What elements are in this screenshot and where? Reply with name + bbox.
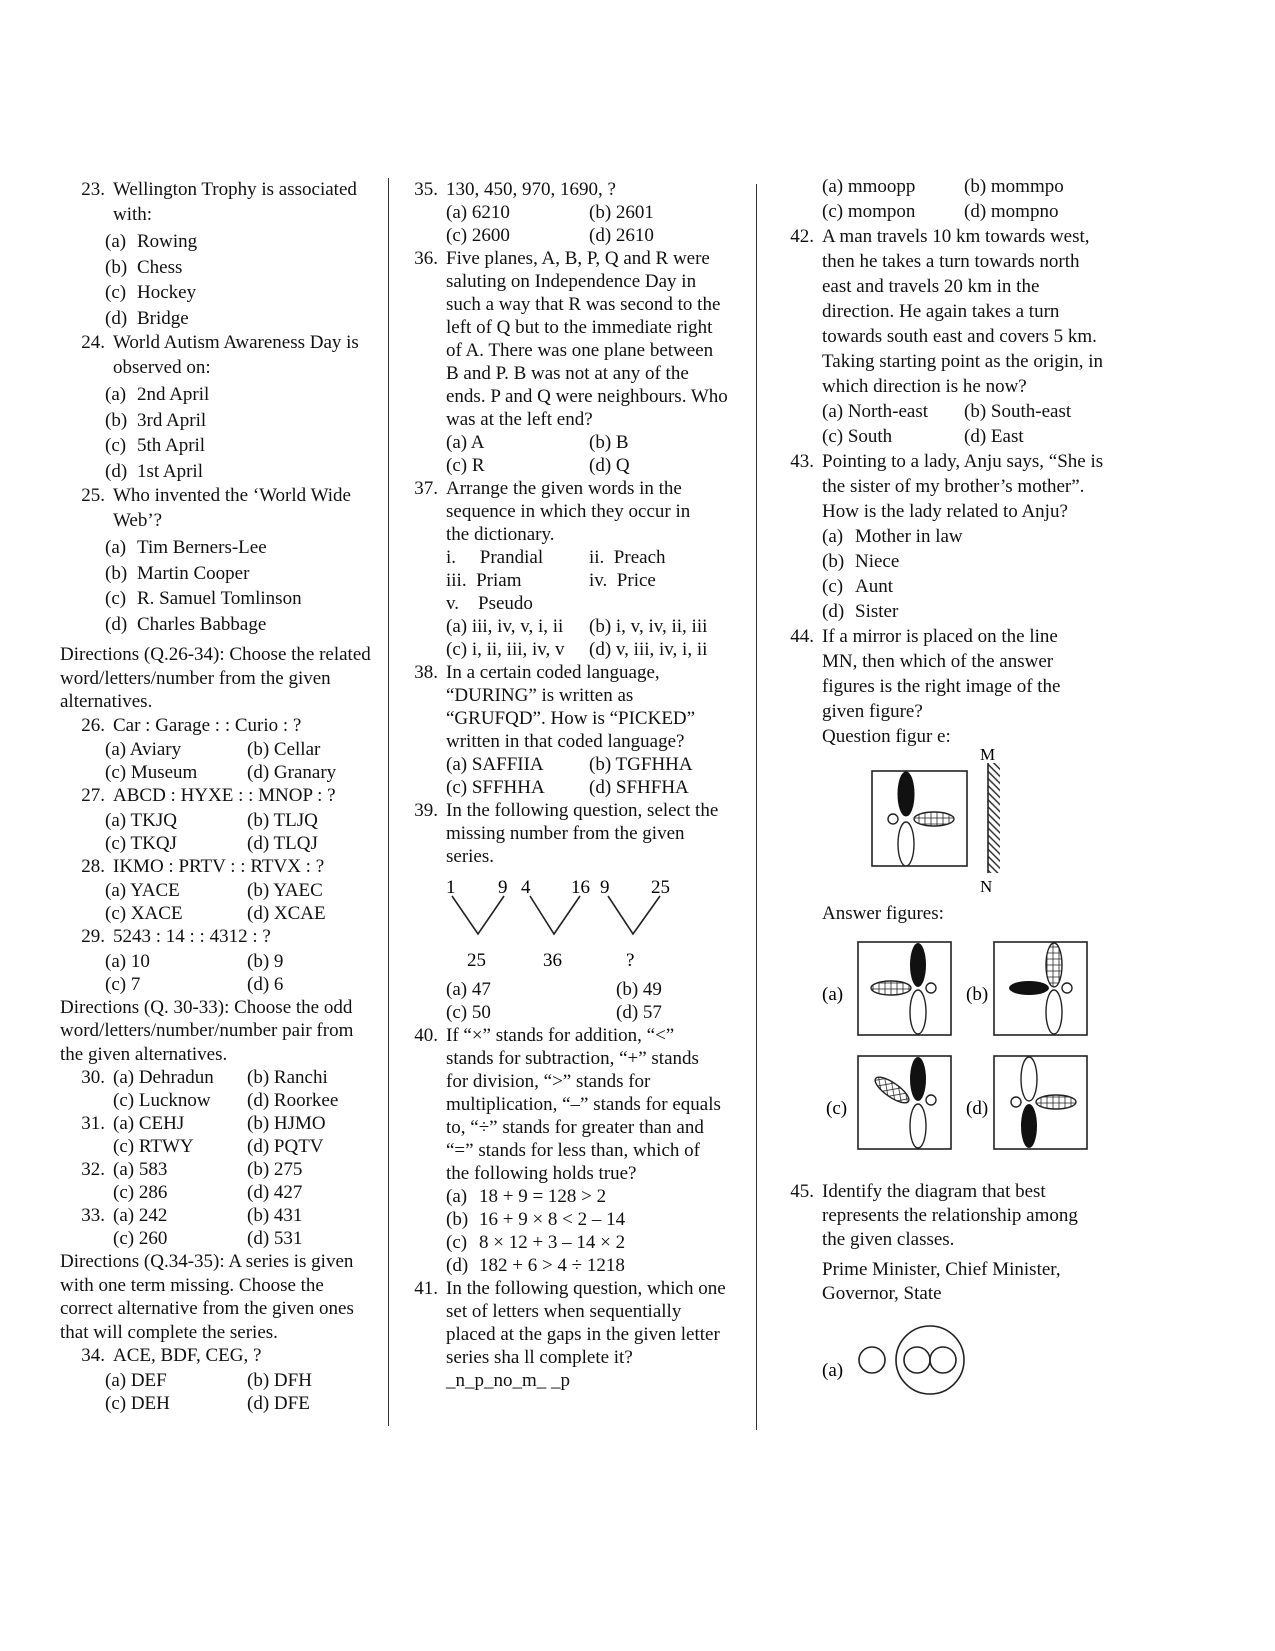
option-d: (d) DFE (247, 1392, 310, 1414)
answer-figure-d (994, 1056, 1087, 1149)
option-b: (b) 275 (247, 1159, 303, 1180)
word-i: i. Prandial (446, 547, 544, 568)
option-a: (a) 583 (113, 1159, 168, 1180)
option-b: (b) YAEC (247, 880, 323, 901)
question-number: 34. (81, 1345, 105, 1366)
option-text: Rowing (137, 231, 198, 252)
label-m: M (980, 749, 996, 764)
question-text: In a certain coded language, “DURING” is written as “GRUFQD”. How is “PICKED” written in that coded language? (446, 662, 696, 752)
circle-inner-right (930, 1347, 956, 1373)
question-text: World Autism Awareness Day is observed on: (113, 332, 359, 378)
question-number: 29. (81, 926, 105, 947)
option-b: (b) Ranchi (247, 1067, 328, 1088)
question-44 (786, 624, 1116, 1172)
answer-label-d: (d) (966, 1098, 989, 1119)
question-number: 33. (81, 1205, 105, 1226)
question-number: 32. (81, 1159, 105, 1180)
option-b: (b) TLJQ (247, 809, 318, 831)
option-b: (b) B (589, 432, 629, 453)
word-iv: iv. Price (589, 570, 656, 591)
option-d: (d) 427 (247, 1182, 303, 1203)
question-33 (60, 1204, 380, 1250)
column-2 (410, 178, 740, 1392)
option-a: (a) CEHJ (113, 1113, 185, 1134)
option-c: (c) Lucknow (113, 1090, 211, 1111)
option-a: (a) mmoopp (822, 176, 916, 197)
option-b: (b) DFH (247, 1369, 312, 1391)
option-b: (b) South-east (964, 401, 1072, 422)
question-number: 38. (414, 662, 438, 683)
option-d: (d) Granary (247, 762, 337, 783)
option-label: (c) (446, 1232, 468, 1253)
option-label: (b) (105, 256, 128, 278)
option-c: (c) R (446, 455, 485, 476)
option-text: Bridge (137, 307, 189, 329)
question-32 (60, 1158, 380, 1204)
option-c: (c) 286 (113, 1182, 168, 1203)
option-text: 18 + 9 = 128 > 2 (479, 1186, 607, 1207)
option-label: (d) (105, 613, 128, 635)
option-d: (d) mompno (964, 201, 1059, 222)
option-a: (a) 10 (105, 950, 150, 972)
question-text: Identify the diagram that best represents the relationship among the given classes. (822, 1181, 1078, 1250)
question-text: Who invented the ‘World Wide Web’? (113, 485, 351, 531)
question-37 (410, 477, 740, 661)
question-number: 41. (414, 1278, 438, 1299)
option-label: (a) (822, 526, 844, 547)
question-24 (60, 331, 380, 484)
letter-series: _n_p_no_m_ _p (446, 1370, 571, 1391)
bottom-2: 36 (543, 950, 562, 971)
directions-26-34: Directions (Q.26-34): Choose the related word/letters/number from the given alternatives. (60, 644, 371, 712)
top-4: 16 (571, 877, 590, 898)
top-2: 9 (498, 877, 508, 898)
question-43 (786, 449, 1116, 624)
option-text: Charles Babbage (137, 613, 267, 635)
white-petal (898, 822, 914, 866)
option-text: Martin Cooper (137, 562, 250, 584)
option-c: (c) 2600 (446, 225, 510, 246)
question-number: 37. (414, 478, 438, 499)
option-c: (c) SFFHHA (446, 777, 545, 798)
question-text: Pointing to a lady, Anju says, “She is the sister of my brother’s mother”. How is the lady related to Anju? (822, 451, 1104, 522)
option-label: (c) (822, 576, 844, 597)
option-d: (d) v, iii, iv, i, ii (589, 639, 708, 660)
circle-inner-left (904, 1347, 930, 1373)
option-text: R. Samuel Tomlinson (137, 588, 302, 609)
question-26 (60, 714, 380, 785)
question-31 (60, 1112, 380, 1158)
option-label: (b) (105, 409, 128, 431)
question-text: Arrange the given words in the sequence in which they occur in the dictionary. (446, 478, 691, 545)
option-d: (d) TLQJ (247, 832, 318, 854)
option-d: (d) XCAE (247, 903, 326, 924)
option-label: (b) (822, 551, 845, 572)
option-c: (c) TKQJ (105, 832, 177, 854)
option-d: (d) 2610 (589, 225, 654, 246)
top-6: 25 (651, 877, 670, 898)
answer-label-a: (a) (822, 984, 844, 1005)
option-a: (a) SAFFIIA (446, 754, 544, 775)
option-text: Aunt (855, 576, 893, 597)
option-c: (c) XACE (105, 903, 183, 924)
option-b: (b) 2601 (589, 202, 654, 223)
question-28 (60, 855, 380, 926)
question-25 (60, 484, 380, 637)
option-d: (d) PQTV (247, 1136, 324, 1157)
column-3 (786, 174, 1116, 1410)
option-d: (d) Q (589, 455, 630, 476)
option-b: (b) 9 (247, 950, 284, 972)
question-number: 28. (81, 855, 105, 877)
word-v: v. Pseudo (446, 593, 533, 614)
question-text: 130, 450, 970, 1690, ? (446, 179, 616, 200)
option-d: (d) SFHFHA (589, 777, 689, 798)
option-b: (b) 49 (616, 979, 662, 1000)
question-number: 44. (790, 626, 814, 647)
option-text: Chess (137, 256, 183, 278)
question-text: A man travels 10 km towards west, then he takes a turn towards north east and travels 20 km in the direction. He again takes a turn towards south east and covers 5 km. Taking starting point as the origin, in which direction is he now? (822, 226, 1103, 397)
option-a: (a) iii, iv, v, i, ii (446, 616, 564, 637)
word-iii: iii. Priam (446, 570, 522, 591)
question-number: 45. (790, 1181, 814, 1202)
answer-label-b: (b) (966, 984, 989, 1005)
series-figure (440, 876, 740, 976)
option-label: (a) (105, 231, 127, 252)
question-text: Wellington Trophy is associated with: (113, 179, 357, 225)
question-text: In the following question, which one set of letters when sequentially placed at the gaps in the given letter series sha ll complete it? (446, 1278, 726, 1368)
answer-label-c: (c) (826, 1098, 848, 1119)
option-label: (d) (105, 460, 128, 482)
option-d: (d) 57 (616, 1002, 662, 1023)
option-a: (a) 6210 (446, 202, 510, 223)
column-divider-1 (388, 178, 389, 1426)
option-text: 16 + 9 × 8 < 2 – 14 (479, 1209, 626, 1230)
label-n: N (980, 877, 993, 896)
option-a: (a) YACE (105, 880, 180, 901)
option-label: (d) (105, 307, 128, 329)
option-a: (a) Dehradun (113, 1067, 214, 1088)
question-34 (60, 1344, 380, 1415)
question-text: If a mirror is placed on the line MN, then which of the answer figures is the right image of the given figure? (822, 626, 1061, 722)
option-c: (c) DEH (105, 1392, 170, 1414)
question-number: 25. (81, 485, 105, 506)
question-text: ABCD : HYXE : : MNOP : ? (113, 785, 336, 806)
option-c: (c) RTWY (113, 1136, 194, 1157)
top-3: 4 (521, 877, 531, 898)
question-38 (410, 661, 740, 799)
question-text: Five planes, A, B, P, Q and R were saluting on Independence Day in such a way that R was second to the left of Q but to the immediate right of A. There was one plane between B and P. B was not at any of the ends. P and Q were neighbours. Who was at the left end? (446, 248, 728, 430)
option-a: (a) DEF (105, 1369, 167, 1391)
answer-figures-label: Answer figures: (822, 903, 944, 924)
option-label: (d) (446, 1255, 469, 1276)
option-text: 8 × 12 + 3 – 14 × 2 (479, 1232, 626, 1253)
venn-label-a: (a) (822, 1360, 844, 1381)
option-c: (c) i, ii, iii, iv, v (446, 639, 565, 660)
option-text: 2nd April (137, 384, 210, 405)
question-figure-label: Question figur e: (822, 726, 951, 747)
small-circle (888, 814, 898, 824)
option-d: (d) Roorkee (247, 1090, 339, 1111)
option-b: (b) i, v, iv, ii, iii (589, 616, 708, 637)
option-text: 1st April (137, 460, 203, 482)
bottom-1: 25 (467, 950, 486, 971)
question-text: Car : Garage : : Curio : ? (113, 714, 302, 736)
option-label: (a) (105, 537, 127, 558)
question-number: 31. (81, 1113, 105, 1134)
option-d: (d) 6 (247, 973, 284, 995)
option-d: (d) 531 (247, 1228, 303, 1249)
question-number: 35. (414, 179, 438, 200)
question-23 (60, 178, 380, 331)
option-text: 5th April (137, 435, 206, 456)
option-label: (c) (105, 282, 127, 303)
question-figure (856, 749, 1056, 899)
top-5: 9 (600, 877, 610, 898)
option-text: 3rd April (137, 409, 207, 431)
option-text: 182 + 6 > 4 ÷ 1218 (479, 1255, 625, 1276)
question-text: ACE, BDF, CEG, ? (113, 1345, 262, 1366)
option-b: (b) Cellar (247, 739, 321, 760)
question-text: If “×” stands for addition, “<” stands for subtraction, “+” stands for division, “>” stands for multiplication, “–” stands for equals to, “÷” stands for greater than and “=” stands for less than, which of the following holds true? (446, 1025, 721, 1184)
question-number: 40. (414, 1025, 438, 1046)
question-29 (60, 925, 380, 996)
circle-separate (859, 1347, 885, 1373)
option-a: (a) 47 (446, 979, 491, 1000)
option-b: (b) mommpo (964, 176, 1064, 197)
question-41-options (786, 174, 1116, 224)
question-text: In the following question, select the missing number from the given series. (446, 800, 719, 867)
bottom-3: ? (626, 950, 635, 971)
question-number: 30. (81, 1067, 105, 1088)
option-a: (a) A (446, 432, 485, 453)
venn-option-a (816, 1320, 1016, 1410)
option-a: (a) Aviary (105, 739, 182, 760)
option-label: (b) (446, 1209, 469, 1230)
option-c: (c) mompon (822, 201, 916, 222)
option-b: (b) 431 (247, 1205, 303, 1226)
option-label: (d) (822, 601, 845, 622)
question-number: 42. (790, 226, 814, 247)
option-b: (b) TGFHHA (589, 754, 693, 775)
option-text: Mother in law (855, 526, 963, 547)
option-d: (d) East (964, 426, 1024, 447)
option-b: (b) HJMO (247, 1113, 326, 1134)
option-a: (a) 242 (113, 1205, 168, 1226)
answer-figure-a (858, 942, 951, 1035)
answer-figure-b (994, 942, 1087, 1035)
answer-figure-c (858, 1056, 951, 1149)
option-label: (b) (105, 562, 128, 584)
answer-figures (816, 932, 1126, 1172)
option-a: (a) North-east (822, 401, 929, 422)
question-41 (410, 1277, 740, 1392)
directions-30-33: Directions (Q. 30-33): Choose the odd word/letters/number/number pair from the given alternatives. (60, 996, 354, 1065)
column-divider-2 (756, 184, 757, 1430)
option-label: (a) (446, 1186, 468, 1207)
question-number: 39. (414, 800, 438, 821)
option-c: (c) South (822, 426, 893, 447)
black-petal (898, 772, 914, 816)
fork-3 (608, 896, 660, 934)
mirror-hatching (988, 763, 1000, 873)
option-text: Niece (855, 551, 900, 572)
option-a: (a) TKJQ (105, 809, 177, 831)
question-40 (410, 1024, 740, 1277)
option-label: (c) (105, 435, 127, 456)
question-39 (410, 799, 740, 1024)
top-1: 1 (446, 877, 456, 898)
given-classes: Prime Minister, Chief Minister, Governor, State (822, 1259, 1061, 1304)
question-36 (410, 247, 740, 477)
question-text: 5243 : 14 : : 4312 : ? (113, 926, 271, 947)
question-35 (410, 178, 740, 247)
column-1 (60, 178, 380, 1415)
question-number: 27. (81, 785, 105, 806)
option-text: Sister (855, 601, 899, 622)
question-number: 23. (81, 179, 105, 200)
option-label: (c) (105, 588, 127, 609)
question-number: 26. (81, 714, 105, 736)
option-label: (a) (105, 384, 127, 405)
option-c: (c) 260 (113, 1228, 168, 1249)
question-number: 36. (414, 248, 438, 269)
question-30 (60, 1066, 380, 1112)
directions-34-35: Directions (Q.34-35): A series is given with one term missing. Choose the correct alternative from the given ones that will complete the series. (60, 1251, 354, 1343)
question-45 (786, 1180, 1116, 1410)
question-number: 43. (790, 451, 814, 472)
option-c: (c) 7 (105, 973, 141, 995)
option-c: (c) Museum (105, 762, 198, 783)
fork-2 (530, 896, 580, 934)
word-ii: ii. Preach (589, 547, 666, 568)
fork-1 (452, 896, 504, 934)
option-text: Hockey (137, 282, 197, 303)
hatched-petal (914, 812, 954, 826)
question-number: 24. (81, 332, 105, 353)
option-text: Tim Berners-Lee (137, 537, 267, 558)
option-c: (c) 50 (446, 1002, 491, 1023)
question-27 (60, 784, 380, 855)
question-text: IKMO : PRTV : : RTVX : ? (113, 855, 325, 877)
question-42 (786, 224, 1116, 449)
